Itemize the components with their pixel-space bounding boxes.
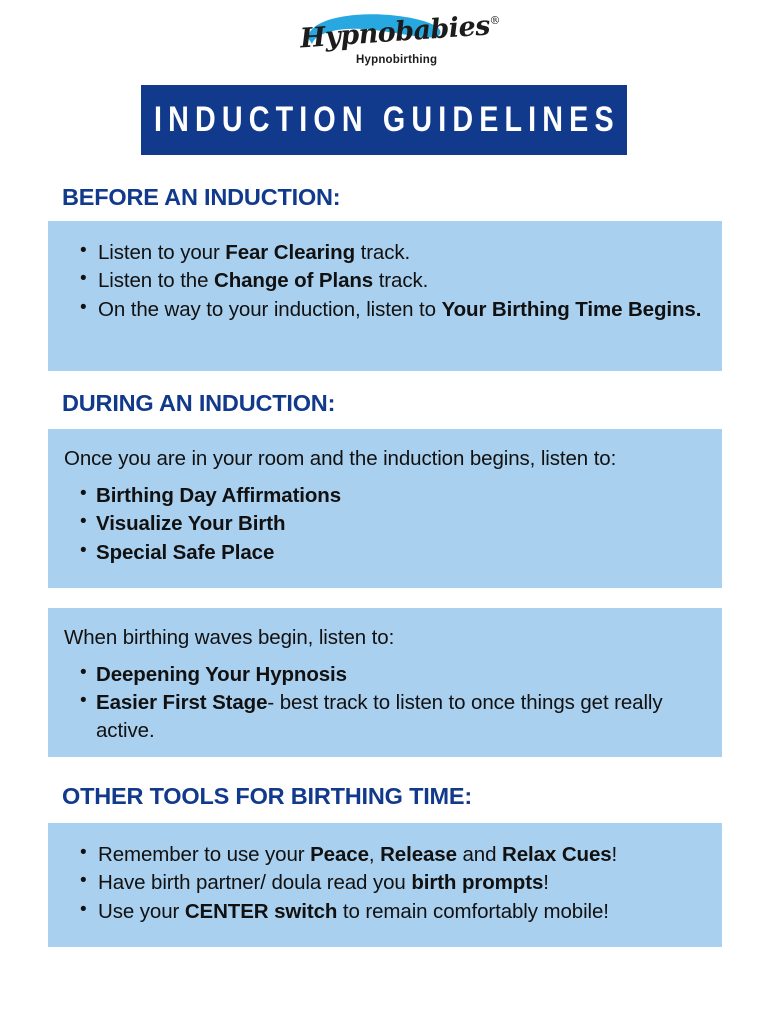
- bullet-emphasis: Your Birthing Time Begins.: [441, 297, 702, 321]
- panel-during-induction-room: [48, 429, 722, 588]
- panel-before-induction: [48, 221, 722, 371]
- bullet-text: track.: [355, 241, 411, 264]
- list-item: [68, 267, 702, 294]
- logo-brand-text: Hypnobabies: [299, 10, 491, 55]
- bullet-text: Listen to your: [98, 241, 226, 264]
- bullet-list-before-induction: [68, 239, 702, 323]
- page-title: INDUCTION GUIDELINES: [154, 100, 620, 139]
- logo-tagline: Hypnobirthing: [356, 54, 438, 66]
- section-heading-before-induction: BEFORE AN INDUCTION:: [62, 184, 341, 210]
- bullet-text: Remember to use your: [98, 843, 311, 866]
- list-item: [64, 689, 702, 744]
- bullet-text: - best track to listen to once things get really active.: [96, 691, 663, 742]
- list-item: [68, 898, 702, 925]
- bullet-text: track.: [373, 269, 429, 293]
- section-heading-other-tools: OTHER TOOLS FOR BIRTHING TIME:: [62, 783, 473, 809]
- bullet-emphasis: Easier First Stage: [96, 691, 268, 715]
- bullet-emphasis: Change of Plans: [214, 269, 374, 293]
- list-item: [64, 539, 702, 566]
- bullet-emphasis: CENTER switch: [184, 899, 338, 923]
- bullet-text: Listen to the: [98, 269, 214, 293]
- bullet-emphasis: Visualize Your Birth: [96, 512, 286, 536]
- bullet-text: Use your: [98, 899, 185, 923]
- logo-wrap: [294, 10, 501, 74]
- bullet-text: !: [543, 871, 549, 895]
- list-item: [68, 841, 702, 868]
- bullet-emphasis: birth prompts: [411, 871, 544, 895]
- list-item: [64, 482, 702, 509]
- list-item: [68, 239, 702, 266]
- bullet-emphasis: Birthing Day Affirmations: [96, 484, 342, 508]
- list-item: [64, 510, 702, 537]
- bullet-list-during-induction-room: [64, 482, 702, 566]
- section-heading-during-induction: DURING AN INDUCTION:: [62, 390, 336, 416]
- bullet-list-during-induction-waves: [64, 661, 702, 744]
- bullet-text: and: [456, 843, 503, 866]
- panel-lead-text: When birthing waves begin, listen to:: [64, 626, 395, 649]
- bullet-emphasis: Fear Clearing: [225, 241, 355, 264]
- panel-during-induction-waves: [48, 608, 722, 757]
- bullet-text: Have birth partner/ doula read you: [98, 871, 412, 895]
- logo-registered-mark: ®: [489, 13, 501, 28]
- list-item: [68, 869, 702, 896]
- panel-other-tools: [48, 823, 722, 947]
- list-item: [64, 661, 702, 688]
- bullet-text: On the way to your induction, listen to: [98, 297, 442, 321]
- bullet-emphasis: Deepening Your Hypnosis: [96, 663, 347, 687]
- bullet-text: !: [611, 843, 618, 866]
- bullet-text: ,: [368, 843, 381, 866]
- bullet-emphasis: Release: [380, 843, 457, 866]
- list-item: [68, 296, 702, 323]
- bullet-list-other-tools: [68, 841, 702, 925]
- bullet-text: to remain comfortably mobile!: [337, 899, 609, 923]
- brand-logo: [0, 8, 768, 78]
- panel-lead-text: Once you are in your room and the induction begins, listen to:: [64, 447, 617, 470]
- bullet-emphasis: Relax Cues: [502, 843, 612, 866]
- bullet-emphasis: Peace: [310, 843, 369, 866]
- page-title-banner: [141, 85, 627, 155]
- bullet-emphasis: Special Safe Place: [96, 540, 275, 564]
